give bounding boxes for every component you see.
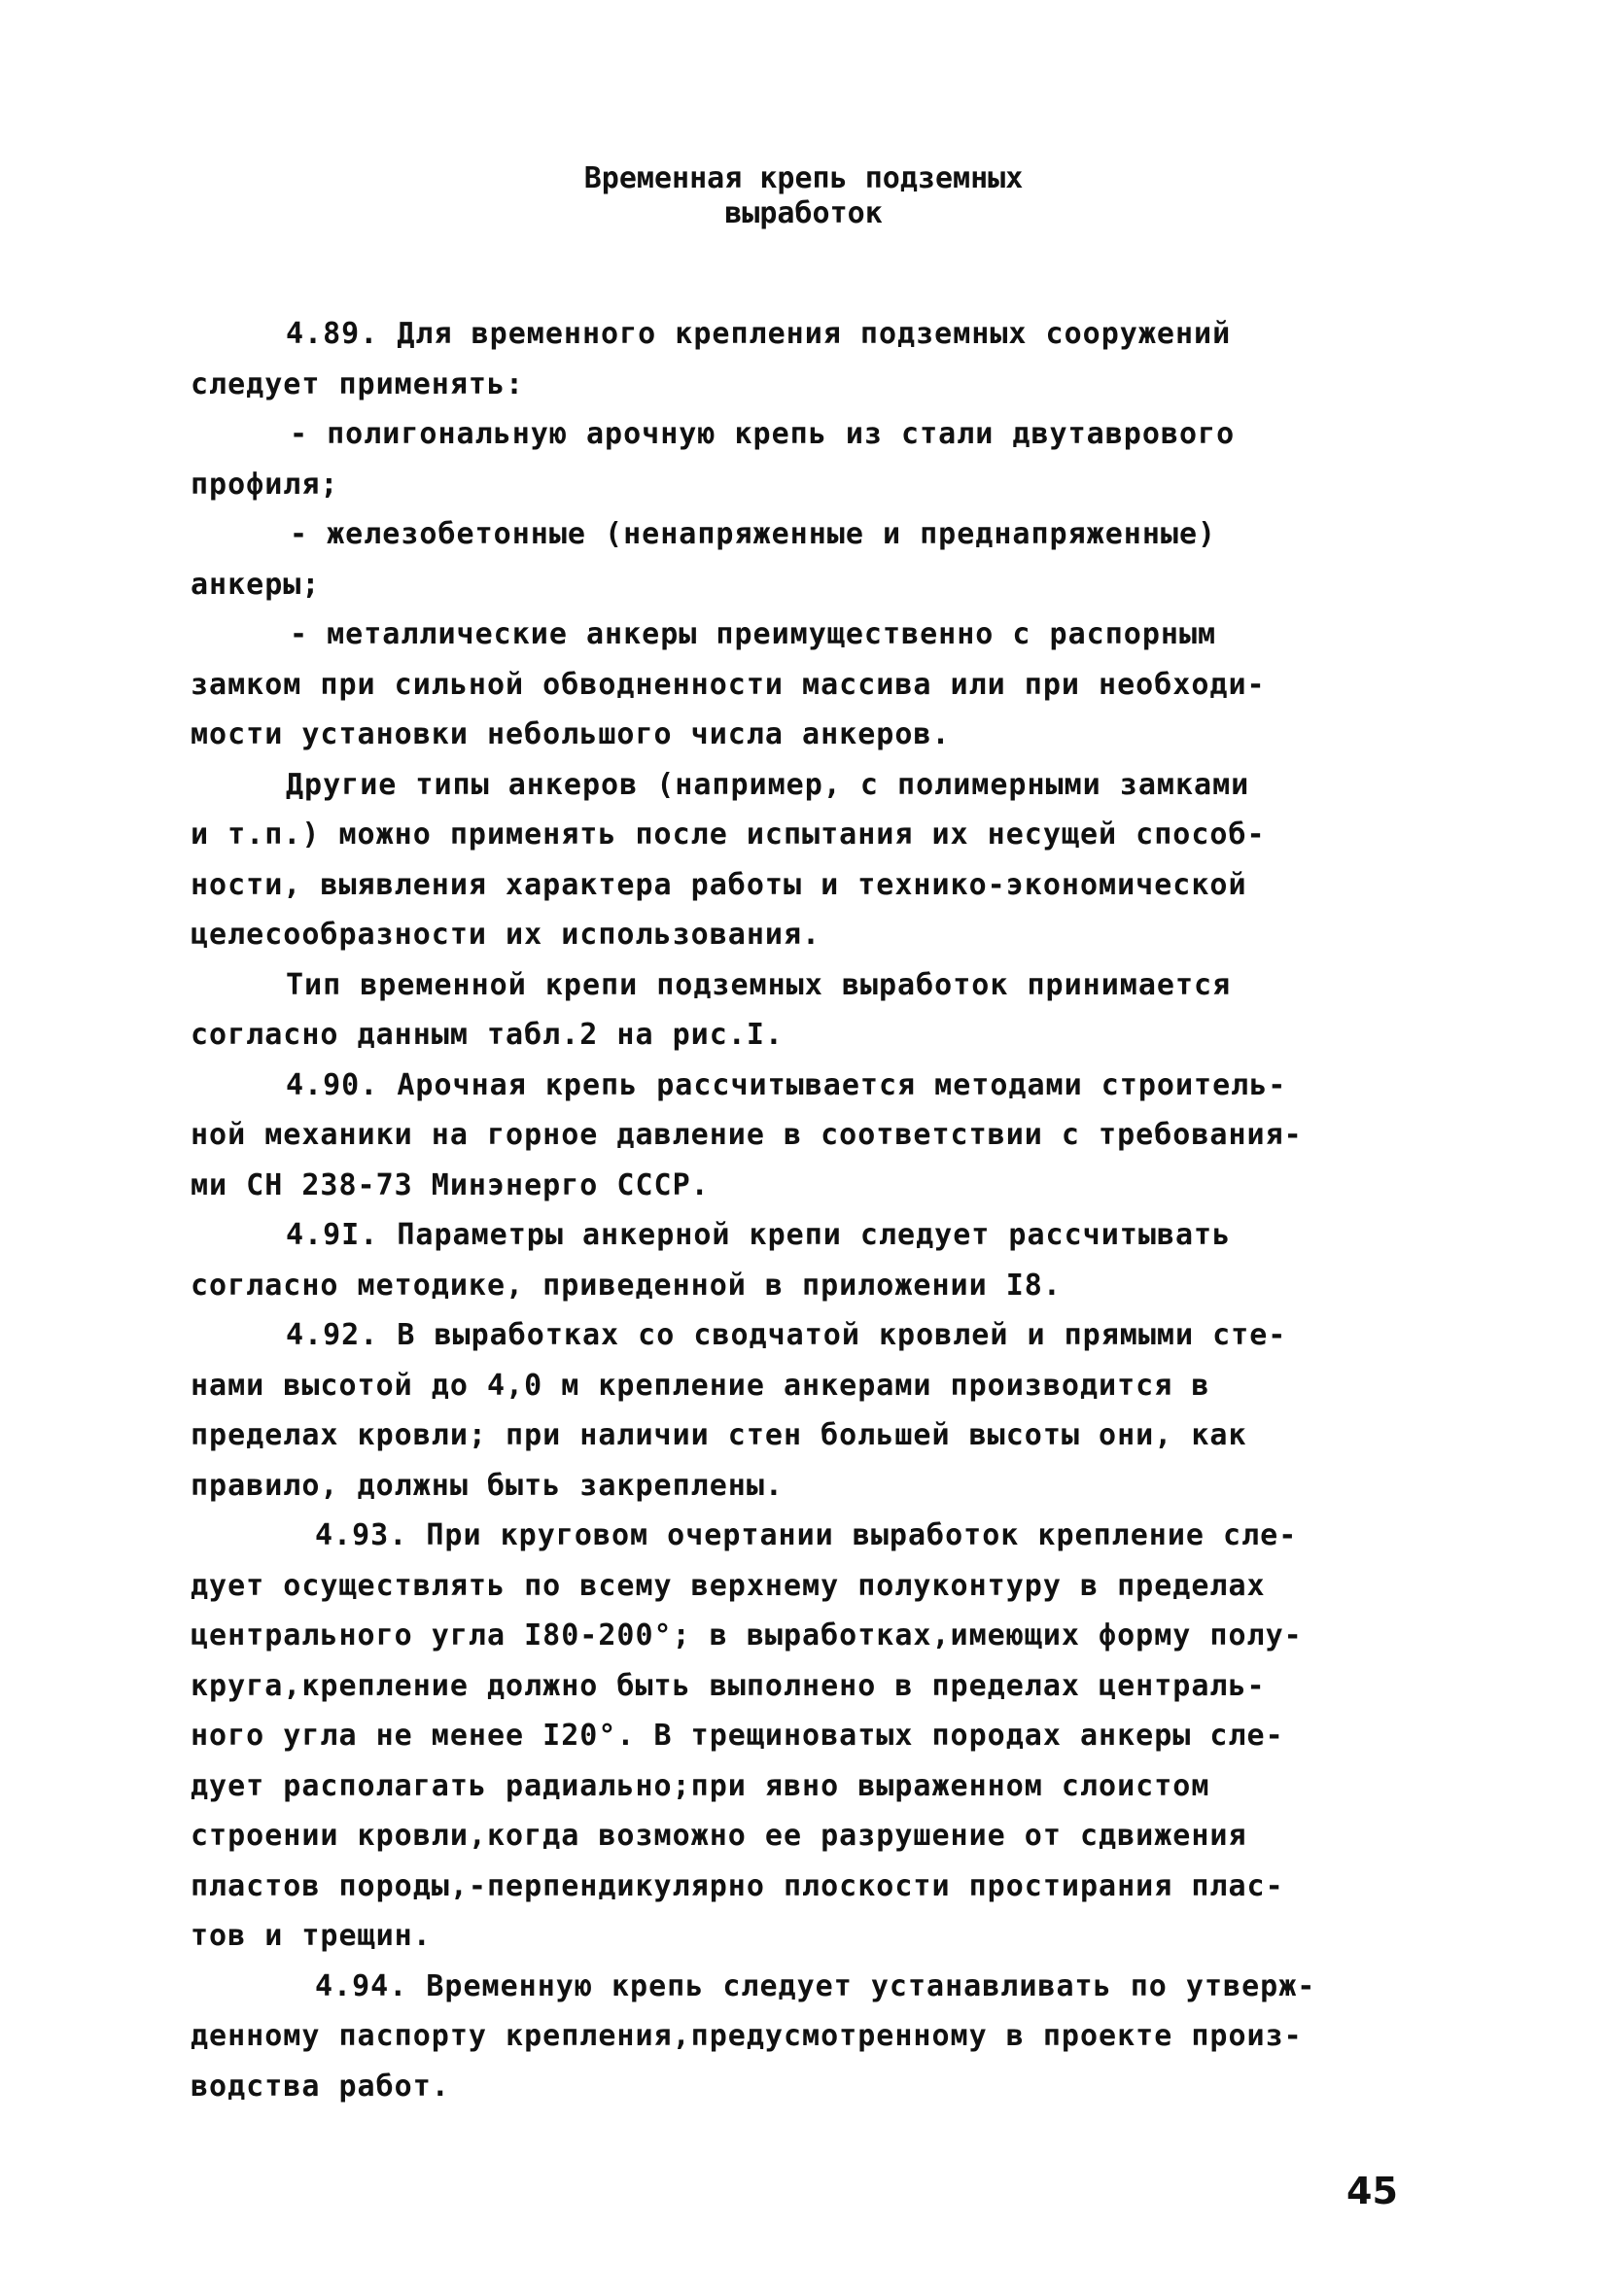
text-line: дует осуществлять по всему верхнему полуконтуру в пределах [191, 1568, 1266, 1603]
text-line: 4.90. Арочная крепь рассчитывается методами строитель- [286, 1067, 1287, 1102]
text-line: и т.п.) можно применять после испытания их несущей способ- [191, 818, 1266, 852]
text-line: строении кровли,когда возможно ее разрушение от сдвижения [191, 1819, 1247, 1853]
text-line: согласно методике, приведенной в приложении I8. [191, 1268, 1062, 1303]
text-line: ми СН 238-73 Минэнерго СССР. [191, 1167, 710, 1202]
text-line: 4.89. Для временного крепления подземных сооружений [286, 317, 1232, 351]
text-line: ного угла не менее I20°. В трещиноватых породах анкеры сле- [191, 1719, 1284, 1753]
text-line: анкеры; [191, 567, 321, 602]
text-line: целесообразности их использования. [191, 918, 821, 952]
body-text [191, 309, 1454, 2111]
text-line: правило, должны быть закреплены. [191, 1468, 784, 1503]
text-line: - полигональную арочную крепь из стали двутаврового [290, 417, 1236, 451]
section-heading [0, 161, 1607, 231]
text-line: согласно данным табл.2 на рис.I. [191, 1018, 784, 1052]
text-line: Тип временной крепи подземных выработок принимается [286, 967, 1232, 1002]
text-line: профиля; [191, 467, 339, 502]
text-line: нами высотой до 4,0 м крепление анкерами производится в [191, 1368, 1210, 1403]
text-line: пределах кровли; при наличии стен большей высоты они, как [191, 1418, 1247, 1452]
text-line: пластов породы,-перпендикулярно плоскости простирания плас- [191, 1868, 1284, 1903]
text-line: 4.92. В выработках со сводчатой кровлей и прямыми сте- [286, 1318, 1287, 1352]
text-line: - металлические анкеры преимущественно с распорным [290, 617, 1217, 651]
text-line: центрального угла I80-200°; в выработках,имеющих форму полу- [191, 1618, 1303, 1652]
text-line: тов и трещин. [191, 1919, 432, 1953]
text-line: ности, выявления характера работы и технико-экономической [191, 867, 1247, 902]
page-number: 45 [1346, 2170, 1398, 2212]
text-line: водства работ. [191, 2069, 450, 2104]
text-line: следует применять: [191, 366, 525, 401]
text-line: дует располагать радиально;при явно выраженном слоистом [191, 1768, 1210, 1803]
text-line: замком при сильной обводненности массива или при необходи- [191, 667, 1266, 702]
text-line: Другие типы анкеров (например, с полимерными замками [286, 767, 1250, 802]
text-line: 4.9I. Параметры анкерной крепи следует рассчитывать [286, 1218, 1232, 1252]
text-line: денному паспорту крепления,предусмотренному в проекте произ- [191, 2019, 1303, 2053]
text-line: 4.94. Временную крепь следует устанавливать по утверж- [315, 1968, 1316, 2003]
heading-line-2: выработок [724, 196, 883, 230]
text-line: 4.93. При круговом очертании выработок крепление сле- [315, 1518, 1298, 1552]
text-line: мости установки небольшого числа анкеров. [191, 717, 951, 751]
text-line: круга,крепление должно быть выполнено в пределах централь- [191, 1668, 1266, 1703]
heading-line-1: Временная крепь подземных [583, 161, 1024, 195]
text-line: - железобетонные (ненапряженные и преднапряженные) [290, 517, 1217, 551]
text-line: ной механики на горное давление в соответствии с требования- [191, 1118, 1303, 1152]
